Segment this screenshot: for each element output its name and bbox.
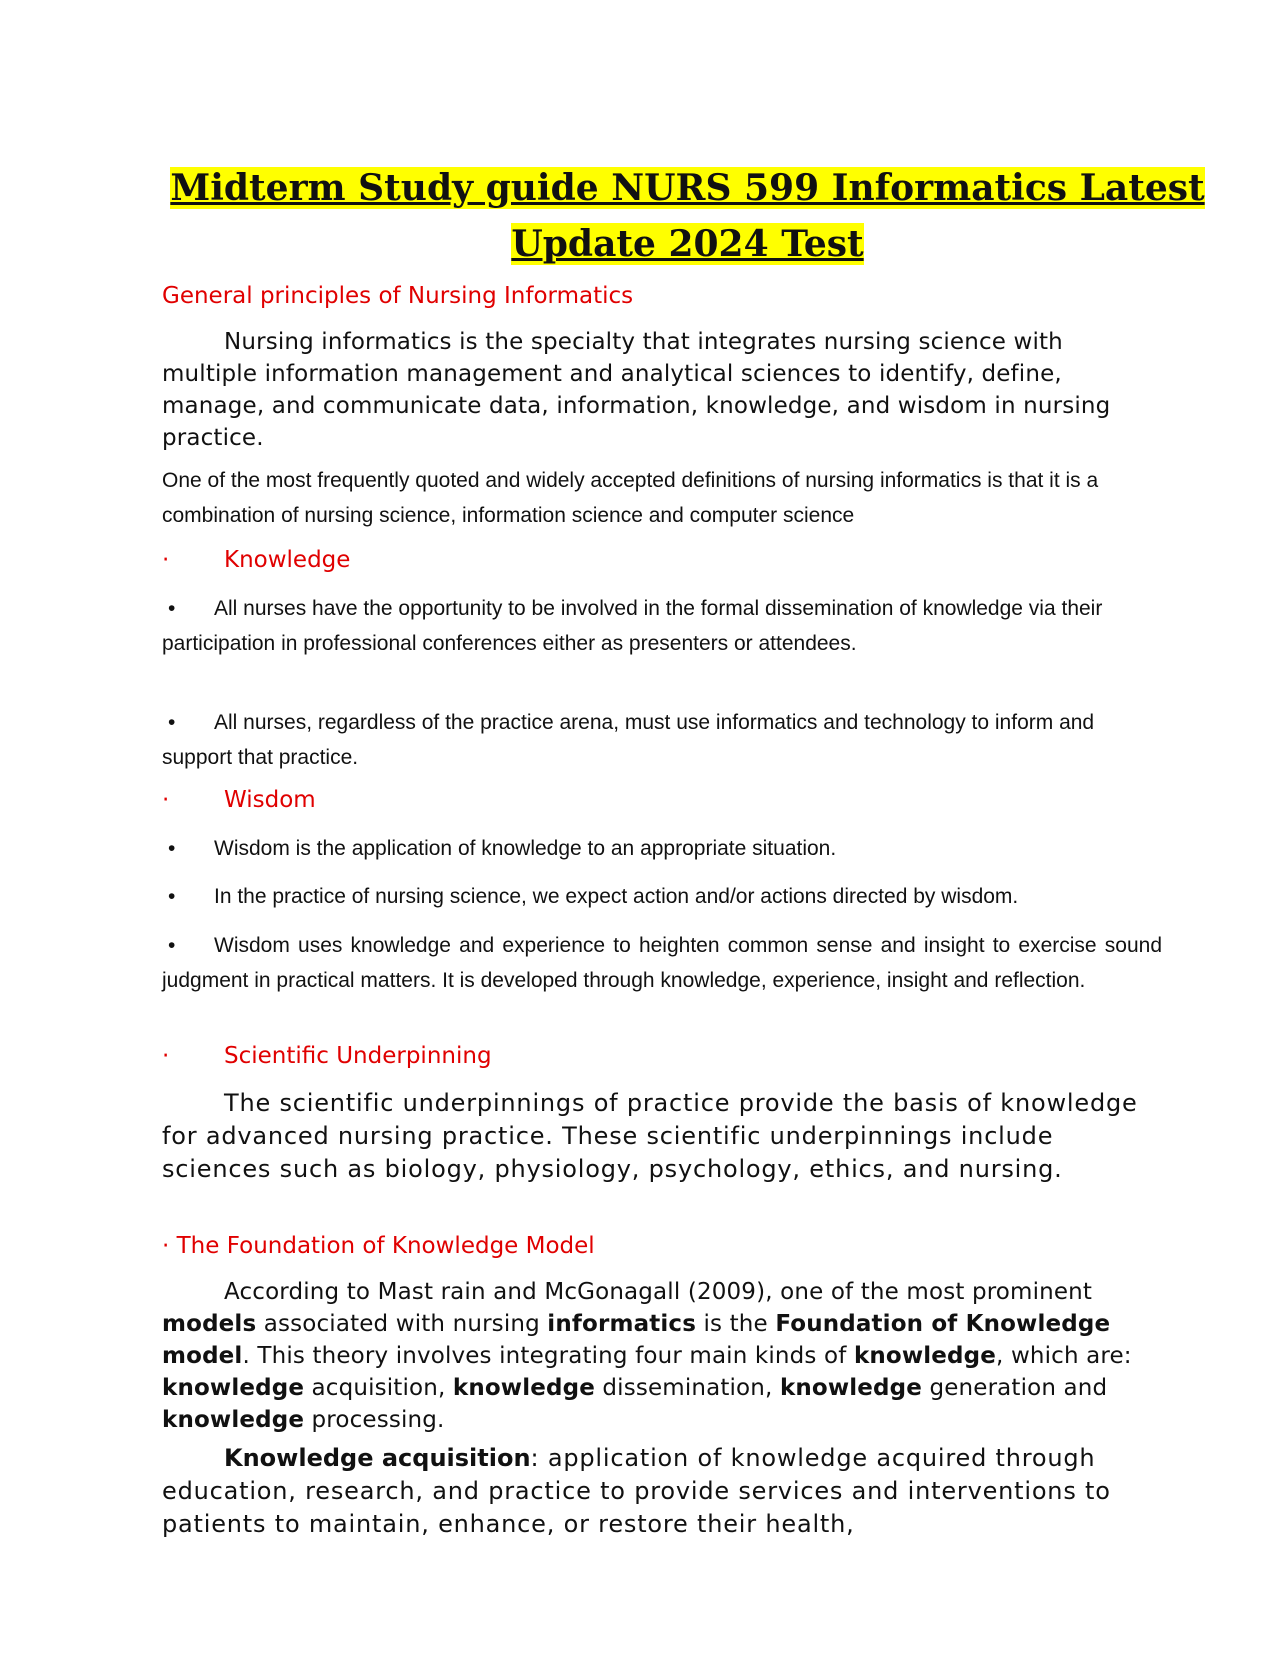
paragraph-foundation-model xyxy=(162,1276,1162,1436)
heading-marker: · xyxy=(162,547,170,573)
text-run: generation and xyxy=(922,1375,1108,1401)
bold-run: informatics xyxy=(547,1311,697,1337)
heading-text: Scientific Underpinning xyxy=(224,1043,492,1069)
bold-run: knowledge xyxy=(162,1407,305,1433)
list-item-text: Wisdom uses knowledge and experience to heighten common sense and insight to exercise sound judgment in practical matters. It is developed through knowledge, experience, insight and reflection. xyxy=(162,934,1162,992)
list-item xyxy=(162,831,1162,866)
bullet-icon: • xyxy=(168,711,176,734)
text-run: acquisition, xyxy=(304,1375,453,1401)
bullet-icon: • xyxy=(168,934,176,957)
list-item xyxy=(162,591,1162,661)
paragraph-definition: Nursing informatics is the specialty that integrates nursing science with multiple information management and analytical sciences to identify, define, manage, and communicate data, information, knowledge, and wisdom in nursing practice. xyxy=(162,329,1111,451)
title-line-1: Midterm Study guide NURS 599 Informatics Latest xyxy=(170,167,1205,209)
text-run: is the xyxy=(696,1311,776,1337)
bullet-icon: • xyxy=(168,885,176,908)
title-line-2: Update 2024 Test xyxy=(511,223,864,265)
bullet-icon: • xyxy=(168,837,176,860)
term-knowledge-acquisition: Knowledge acquisition xyxy=(224,1444,531,1472)
bold-run: knowledge xyxy=(162,1375,305,1401)
heading-text: Knowledge xyxy=(224,547,351,573)
text-run: processing. xyxy=(304,1407,445,1433)
list-item-text: All nurses have the opportunity to be involved in the formal dissemination of knowledge via their participation in professional conferences either as presenters or attendees. xyxy=(162,597,1103,655)
paragraph-combination: One of the most frequently quoted and widely accepted definitions of nursing informatics is that it is a combination of nursing science, information science and computer science xyxy=(162,469,1099,527)
bold-run: knowledge xyxy=(779,1375,923,1401)
paragraph-scientific: The scientific underpinnings of practice provide the basis of knowledge for advanced nursing practice. These scientific underpinnings include sciences such as biology, physiology, psychology, ethics, and nursing. xyxy=(162,1089,1138,1183)
heading-marker: · xyxy=(162,1043,170,1069)
list-item-text: Wisdom is the application of knowledge to an appropriate situation. xyxy=(214,837,837,860)
paragraph-knowledge-acquisition xyxy=(162,1442,1162,1541)
text-run: According to Mast rain and McGonagall (2009), one of the most prominent xyxy=(224,1279,1093,1305)
text-run: , which are: xyxy=(996,1343,1132,1369)
heading-text: Wisdom xyxy=(224,787,316,813)
document-title xyxy=(160,160,1215,272)
bold-run: knowledge xyxy=(452,1375,595,1401)
bold-run: knowledge xyxy=(853,1343,997,1369)
definition-text: : application of knowledge acquired through education, research, and practice to provide services and interventions to patients to maintain, enhance, or restore their health, xyxy=(162,1444,1111,1538)
text-run: dissemination, xyxy=(594,1375,780,1401)
text-run: . This theory involves integrating four main kinds of xyxy=(242,1343,854,1369)
bold-run: models xyxy=(162,1311,257,1337)
bold-run: Foundation of Knowledge model xyxy=(162,1311,1111,1369)
heading-marker: · xyxy=(162,787,170,813)
list-item xyxy=(162,928,1162,998)
section-heading-foundation: · The Foundation of Knowledge Model xyxy=(162,1233,595,1259)
list-item xyxy=(162,879,1162,914)
section-heading-general: General principles of Nursing Informatics xyxy=(162,283,634,309)
list-item-text: All nurses, regardless of the practice arena, must use informatics and technology to inform and support that practice. xyxy=(162,711,1095,769)
section-heading-knowledge xyxy=(162,545,1162,575)
section-heading-scientific xyxy=(162,1041,1162,1071)
list-item xyxy=(162,705,1162,775)
section-heading-wisdom xyxy=(162,785,1162,815)
bullet-icon: • xyxy=(168,597,176,620)
list-item-text: In the practice of nursing science, we expect action and/or actions directed by wisdom. xyxy=(214,885,1019,908)
text-run: associated with nursing xyxy=(256,1311,548,1337)
